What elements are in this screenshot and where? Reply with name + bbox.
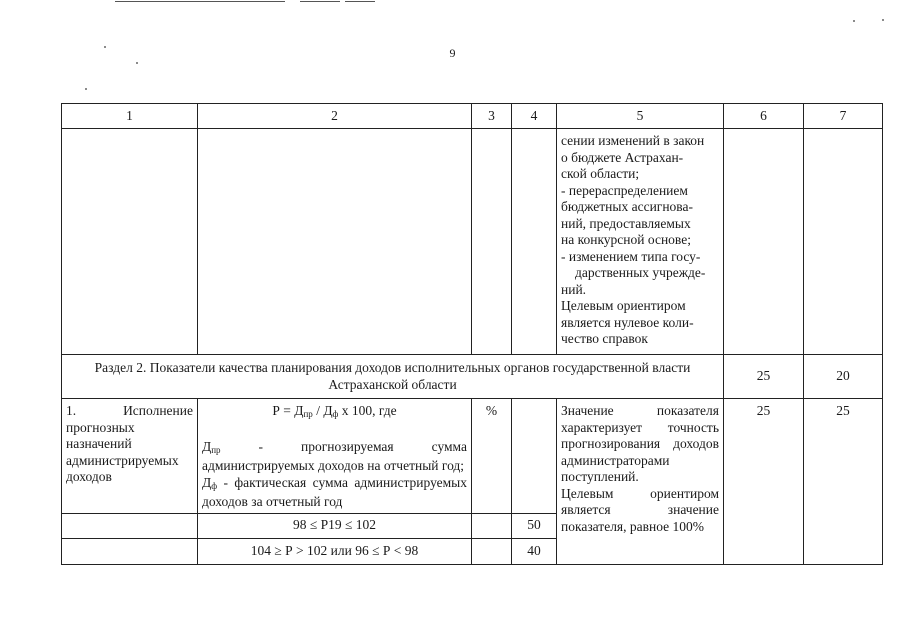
- scan-artifact: [136, 62, 138, 64]
- condition-cell: 104 ≥ Р > 102 или 96 ≤ Р < 98: [198, 538, 472, 564]
- header-cell: 3: [472, 104, 512, 129]
- header-cell: 5: [557, 104, 724, 129]
- header-cell: 7: [804, 104, 883, 129]
- indicator-description: Значение показателя характеризует точность прогнозирования доходов администраторами поступлений. Целевым ориентиром является значение показателя, равное 100%: [557, 399, 724, 565]
- indicator-table: [61, 103, 883, 565]
- continuation-row: [62, 129, 883, 355]
- table-cell: [62, 129, 198, 355]
- table-cell: [62, 513, 198, 538]
- indicator-name: 1. Исполнение прогнозных назначений администрируемых доходов: [62, 399, 198, 514]
- scan-artifact: [345, 1, 375, 2]
- indicator-weight-col7: 25: [804, 399, 883, 565]
- table-cell: [512, 129, 557, 355]
- definition-forecast: Дпр - прогнозируемая сумма администрируемых доходов на отчетный год;: [202, 438, 467, 473]
- text-line: ской области;: [561, 166, 640, 181]
- text-line: ний.: [561, 281, 587, 297]
- header-cell: 1: [62, 104, 198, 129]
- text-line: является нулевое коли-: [561, 314, 694, 330]
- scan-artifact: [882, 19, 884, 21]
- unit-cell: %: [472, 399, 512, 514]
- text-line: на конкурсной основе;: [561, 232, 691, 247]
- scan-artifact: [115, 1, 285, 2]
- text-line: - перераспределением: [561, 182, 688, 198]
- table-header-row: [62, 104, 883, 129]
- score-cell: 50: [512, 513, 557, 538]
- indicator-weight-col6: 25: [724, 399, 804, 565]
- text-line: бюджетных ассигнова-: [561, 199, 693, 214]
- text-line: чество справок: [561, 331, 648, 346]
- text-line: ний, предоставляемых: [561, 215, 691, 231]
- section-weight-col6: 25: [724, 355, 804, 399]
- page-number: 9: [449, 46, 456, 60]
- table-cell: [724, 129, 804, 355]
- section-row: [62, 355, 883, 399]
- section-title: Раздел 2. Показатели качества планирования доходов исполнительных органов государственной власти Астраханской области: [62, 355, 724, 399]
- indicator-formula-cell: [198, 399, 472, 514]
- indicator-row: [62, 399, 883, 514]
- table-cell: [198, 129, 472, 355]
- header-cell: 4: [512, 104, 557, 129]
- table-cell: [512, 399, 557, 514]
- condition-cell: 98 ≤ Р19 ≤ 102: [198, 513, 472, 538]
- formula: Р = Дпр / Дф х 100, где: [272, 403, 397, 419]
- table-cell: [804, 129, 883, 355]
- definition-fact: Дф - фактическая сумма администрируемых доходов за отчетный год: [202, 474, 467, 509]
- scan-artifact: [85, 88, 87, 90]
- scan-artifact: [853, 20, 855, 22]
- table-cell: [472, 513, 512, 538]
- section-weight-col7: 20: [804, 355, 883, 399]
- text-line: о бюджете Астрахан-: [561, 149, 684, 165]
- text-line: Целевым ориентиром: [561, 298, 686, 313]
- scan-artifact: [104, 46, 106, 48]
- header-cell: 2: [198, 104, 472, 129]
- continuation-description: [557, 129, 724, 355]
- text-line: сении изменений в закон: [561, 133, 705, 148]
- scan-artifact: [300, 1, 340, 2]
- table-cell: [62, 538, 198, 564]
- table-cell: [472, 538, 512, 564]
- text-line: дарственных учрежде-: [575, 265, 706, 280]
- table-cell: [472, 129, 512, 355]
- text-line: - изменением типа госу-: [561, 248, 701, 264]
- score-cell: 40: [512, 538, 557, 564]
- header-cell: 6: [724, 104, 804, 129]
